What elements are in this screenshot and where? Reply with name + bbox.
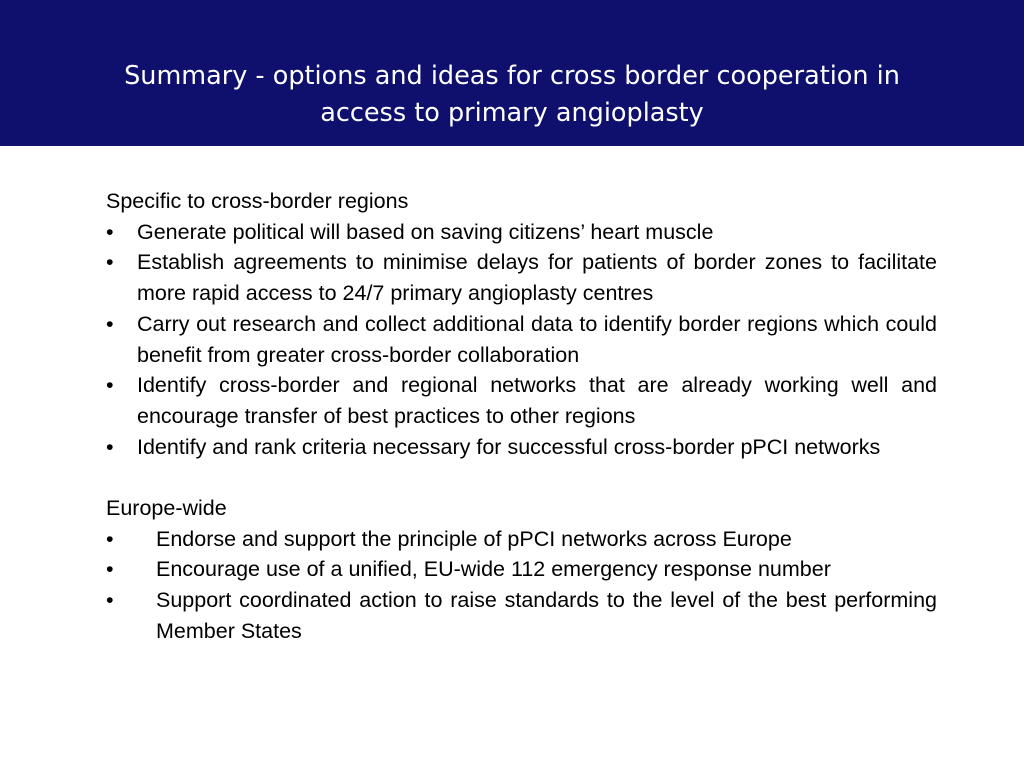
list-item-text: Identify and rank criteria necessary for successful cross-border pPCI networks <box>137 434 881 459</box>
list-item <box>106 524 937 555</box>
slide-title <box>60 58 964 132</box>
title-banner <box>0 0 1024 146</box>
list-item <box>106 585 937 646</box>
bullet-icon: • <box>106 434 114 459</box>
bullet-icon: • <box>106 311 114 336</box>
cross-border-bullet-list <box>106 217 937 463</box>
section-heading-cross-border: Specific to cross-border regions <box>106 189 409 213</box>
bullet-icon: • <box>106 250 114 275</box>
list-item-text: Encourage use of a unified, EU-wide 112 emergency response number <box>156 557 831 582</box>
list-item <box>106 432 937 463</box>
list-item-text: Endorse and support the principle of pPCI networks across Europe <box>156 526 792 551</box>
bullet-icon: • <box>106 526 114 551</box>
list-item-text: Support coordinated action to raise standards to the level of the best performing Member States <box>156 588 937 643</box>
section-heading-europe-wide: Europe-wide <box>106 496 227 521</box>
list-item <box>106 309 937 370</box>
list-item <box>106 217 937 248</box>
slide-title-line-1: Summary - options and ideas for cross border cooperation in <box>124 61 900 91</box>
europe-wide-bullet-list <box>106 524 937 647</box>
list-item-text: Generate political will based on saving citizens’ heart muscle <box>137 219 714 244</box>
list-item-text: Carry out research and collect additional data to identify border regions which could benefit from greater cross-border collaboration <box>137 311 937 367</box>
bullet-icon: • <box>106 373 114 398</box>
list-item <box>106 247 937 308</box>
list-item <box>106 370 937 431</box>
list-item-text: Establish agreements to minimise delays for patients of border zones to facilitate more rapid access to 24/7 primary angioplasty centres <box>137 250 937 306</box>
bullet-icon: • <box>106 588 114 613</box>
list-item <box>106 554 937 585</box>
slide-title-line-2: access to primary angioplasty <box>320 98 704 128</box>
section-spacer <box>106 462 937 493</box>
bullet-icon: • <box>106 219 114 244</box>
slide-body <box>106 186 937 647</box>
list-item-text: Identify cross-border and regional networks that are already working well and encourage transfer of best practices to other regions <box>137 373 937 428</box>
bullet-icon: • <box>106 557 114 582</box>
